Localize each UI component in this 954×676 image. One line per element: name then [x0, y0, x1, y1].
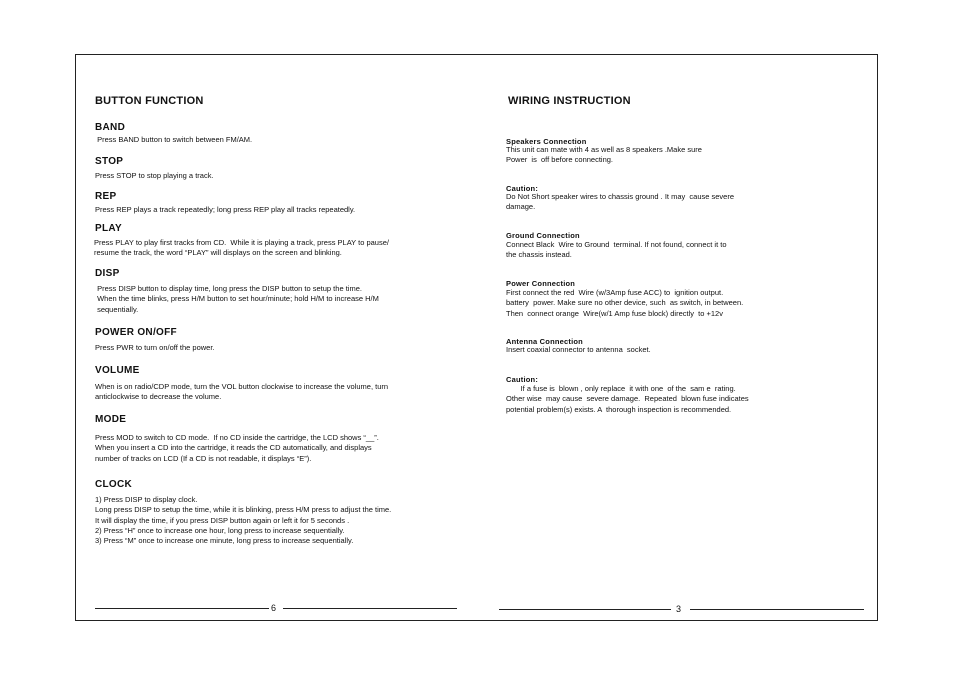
manual-sheet: [75, 54, 878, 621]
footer-rule-right: [283, 608, 457, 609]
page-number: 6: [271, 603, 277, 613]
page-title: WIRING INSTRUCTION: [508, 95, 631, 107]
section-text-stop: Press STOP to stop playing a track.: [95, 171, 214, 180]
section-text-power: Press PWR to turn on/off the power.: [95, 343, 215, 352]
section-text-ground: Connect Black Wire to Ground terminal. If not found, connect it to the chassis instead.: [506, 240, 727, 260]
footer-rule-left: [95, 608, 269, 609]
footer-rule-left: [499, 609, 671, 610]
section-text-clock: 1) Press DISP to display clock. Long press DISP to setup the time, while it is blinking, press H/M press to adjust the time. It will display the time, if you press DISP button again or left it for 5 seconds . 2) Press “H” once to increase one hour, long press to increase sequentially. 3) Press “M” once to increase one minute, long press to increase sequentially.: [95, 495, 392, 546]
section-text-volume: When is on radio/CDP mode, turn the VOL button clockwise to increase the volume, turn anticlockwise to decrease the volume.: [95, 382, 389, 402]
section-heading-play: PLAY: [95, 223, 122, 234]
section-heading-power: POWER ON/OFF: [95, 327, 177, 338]
section-text-band: Press BAND button to switch between FM/AM.: [95, 135, 253, 144]
section-heading-clock: CLOCK: [95, 479, 133, 490]
section-text-mode: Press MOD to switch to CD mode. If no CD inside the cartridge, the LCD shows “__”. When you insert a CD into the cartridge, it reads the CD automatically, and displays number of tracks on LCD (If a CD is not readable, it displays “E”).: [95, 433, 379, 463]
section-heading-power: Power Connection: [506, 279, 576, 288]
section-text-play: Press PLAY to play first tracks from CD. While it is playing a track, press PLAY to pause/ resume the track, the word “PLAY” will displays on the screen and blinking.: [94, 238, 389, 258]
section-heading-mode: MODE: [95, 414, 127, 425]
section-text-disp: Press DISP button to display time, long press the DISP button to setup the time. When the time blinks, press H/M button to set hour/minute; hold H/M to increase H/M sequentially.: [97, 284, 379, 314]
section-text-caution-1: Do Not Short speaker wires to chassis ground . It may cause severe damage.: [506, 192, 735, 212]
footer-rule-right: [690, 609, 864, 610]
page-title: BUTTON FUNCTION: [95, 95, 204, 107]
left-page: [76, 55, 476, 620]
section-heading-antenna: Antenna Connection: [506, 337, 583, 346]
section-text-caution-2: If a fuse is blown , only replace it with one of the sam e rating. Other wise may cause severe damage. Repeated blown fuse indicates potential problem(s) exists. A thorough inspection is recommended.: [506, 384, 749, 414]
section-heading-speakers: Speakers Connection: [506, 137, 587, 146]
section-heading-band: BAND: [95, 122, 126, 133]
page-number: 3: [676, 604, 682, 614]
section-heading-rep: REP: [95, 191, 117, 202]
section-heading-volume: VOLUME: [95, 365, 140, 376]
section-text-speakers: This unit can mate with 4 as well as 8 speakers .Make sure Power is off before connecting.: [506, 145, 702, 165]
section-text-antenna: Insert coaxial connector to antenna socket.: [506, 345, 651, 354]
section-heading-disp: DISP: [95, 268, 120, 279]
right-page: [506, 55, 879, 620]
section-heading-caution-2: Caution:: [506, 375, 539, 384]
section-heading-caution-1: Caution:: [506, 184, 539, 193]
section-heading-stop: STOP: [95, 156, 124, 167]
section-heading-ground: Ground Connection: [506, 231, 580, 240]
section-text-power: First connect the red Wire (w/3Amp fuse ACC) to ignition output. battery power. Make sure no other device, such as switch, in between. Then connect orange Wire(w/1 Amp fuse block) directly to +12v: [506, 288, 744, 318]
section-text-rep: Press REP plays a track repeatedly; long press REP play all tracks repeatedly.: [95, 205, 356, 214]
